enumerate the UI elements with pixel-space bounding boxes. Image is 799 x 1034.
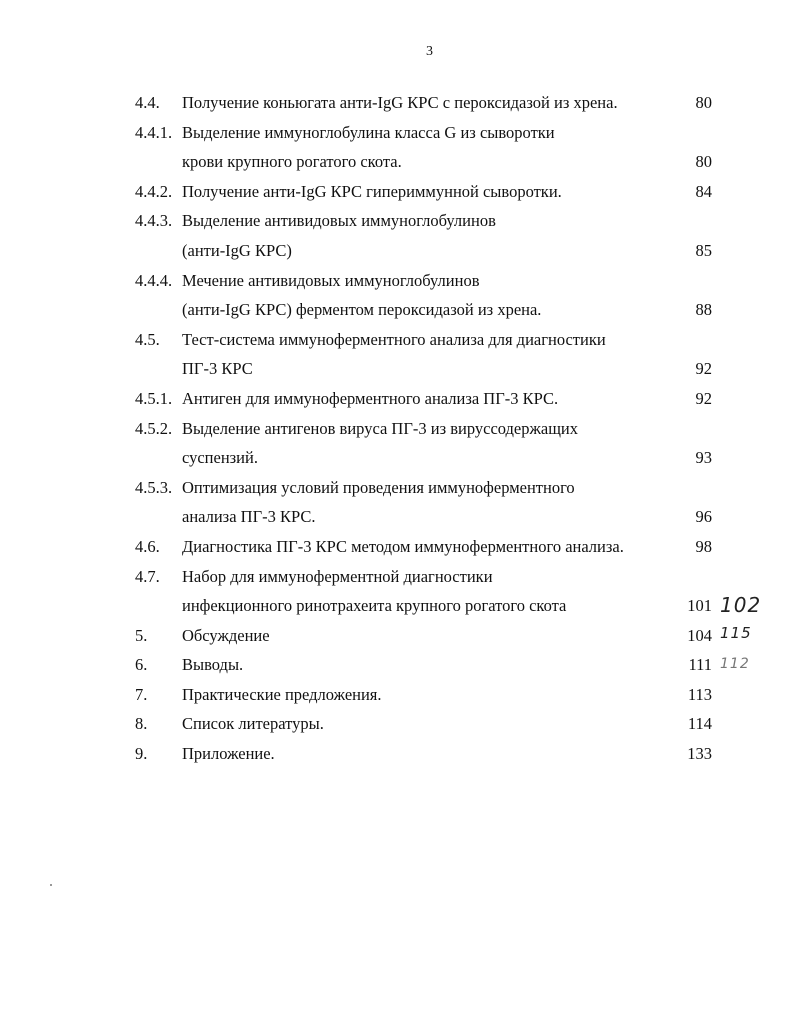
toc-number: 4.5. [135,329,160,349]
toc-number: 4.5.2. [135,418,173,438]
toc-number: 5. [135,625,148,645]
toc-page: 104 [687,625,712,645]
toc-title: Выделение иммуноглобулина класса G из сыворотки [182,122,555,142]
toc-number: 4.4.4. [135,270,173,290]
toc-title: Получение коньюгата анти-IgG КРС с пероксидазой из хрена. [182,93,618,112]
scan-speck [50,884,52,886]
toc-title: анализа ПГ-3 КРС. [182,507,316,527]
toc-row [0,502,799,532]
toc-title: Тест-система иммуноферментного анализа для диагностики [182,329,606,349]
toc-number: 4.4.3. [135,211,173,231]
toc-page: 111 [688,655,712,675]
toc-row [0,236,799,266]
toc-row [0,443,799,473]
toc-page: 92 [695,359,712,379]
toc-title: Выделение антивидовых иммуноглобулинов [182,211,496,231]
toc-row [0,414,799,444]
toc-row [0,88,799,118]
handwritten-note: 102 [720,593,762,618]
toc-title: Приложение. [182,744,275,764]
toc-row [0,473,799,503]
toc-title: Набор для иммуноферментной диагностики [182,566,493,586]
toc-row [0,206,799,236]
toc-row [0,621,799,651]
toc-number: 8. [135,714,148,734]
table-of-contents [0,88,799,769]
toc-number: 7. [135,684,148,704]
toc-title: Выделение антигенов вируса ПГ-3 из вируссодержащих [182,418,579,438]
toc-row [0,266,799,296]
toc-number: 4.6. [135,536,160,556]
toc-row [0,680,799,710]
toc-page: 80 [695,93,712,112]
toc-row [0,325,799,355]
toc-row [0,709,799,739]
toc-row [0,118,799,148]
toc-row [0,739,799,769]
toc-row [0,532,799,562]
toc-page: 88 [695,300,712,320]
toc-title: Обсуждение [182,625,270,645]
toc-page: 133 [687,744,712,764]
toc-row [0,591,799,621]
toc-row [0,295,799,325]
toc-title: (анти-IgG КРС) ферментом пероксидазой из хрена. [182,300,542,320]
toc-page: 113 [687,684,712,704]
handwritten-note: 115 [720,623,752,642]
toc-number: 4.7. [135,566,160,586]
toc-number: 4.5.3. [135,477,173,497]
toc-row [0,562,799,592]
toc-number: 6. [135,655,148,675]
toc-title: Диагностика ПГ-3 КРС методом иммуноферментного анализа. [182,536,624,556]
toc-page: 96 [695,507,712,527]
toc-page: 114 [687,714,712,734]
toc-title: Антиген для иммуноферментного анализа ПГ-3 КРС. [182,388,559,408]
toc-page: 84 [695,181,712,201]
toc-title: суспензий. [182,448,258,468]
toc-title: Получение анти-IgG КРС гипериммунной сыворотки. [182,181,562,201]
toc-title: крови крупного рогатого скота. [182,152,402,172]
toc-title: (анти-IgG КРС) [182,240,292,260]
toc-number: 4.4. [135,93,160,112]
toc-title: Список литературы. [182,714,324,734]
handwritten-note: 112 [720,656,750,673]
toc-title: Оптимизация условий проведения иммуноферментного [182,477,575,497]
toc-number: 9. [135,744,148,764]
toc-number: 4.4.1. [135,122,173,142]
toc-page: 85 [695,240,712,260]
toc-row [0,177,799,207]
toc-title: Практические предложения. [182,684,382,704]
toc-title: Выводы. [182,655,244,675]
toc-title: ПГ-3 КРС [182,359,253,379]
toc-number: 4.4.2. [135,181,173,201]
toc-page: 93 [695,448,712,468]
toc-page: 92 [695,388,712,408]
toc-row [0,650,799,680]
toc-page: 101 [687,596,712,616]
toc-row [0,147,799,177]
toc-page: 98 [695,536,712,556]
toc-page: 80 [695,152,712,172]
toc-row [0,384,799,414]
toc-title: Мечение антивидовых иммуноглобулинов [182,270,480,290]
toc-title: инфекционного ринотрахеита крупного рогатого скота [182,596,567,616]
page-number: 3 [426,44,433,59]
toc-row [0,354,799,384]
toc-number: 4.5.1. [135,388,173,408]
